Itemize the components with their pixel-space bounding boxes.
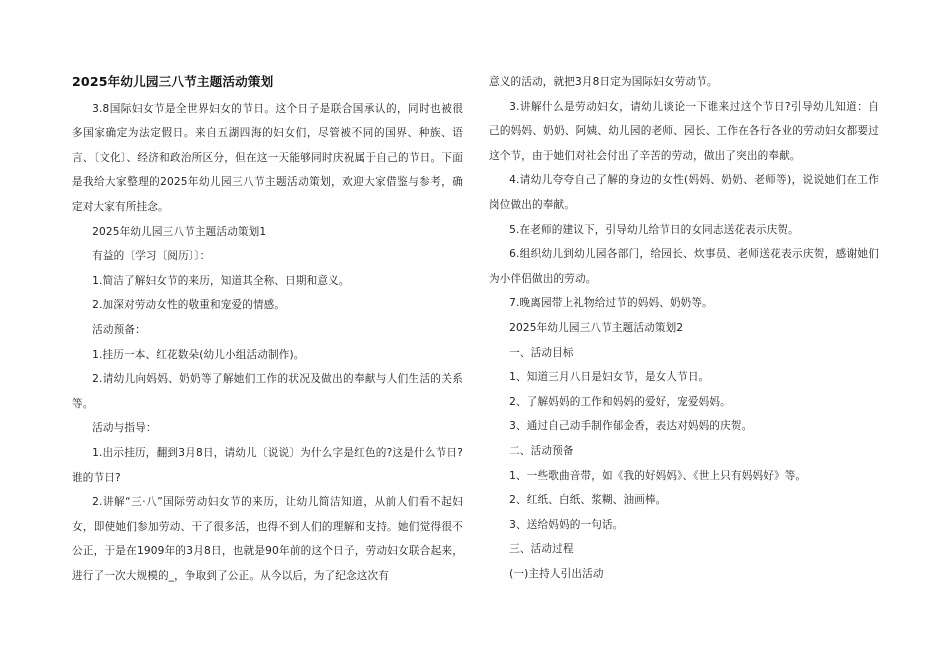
- list-item: 2.加深对劳动女性的敬重和宠爱的情感。: [92, 299, 286, 312]
- list-item: 5.在老师的建议下，引导幼儿给节日的女同志送花表示庆贺。: [509, 223, 799, 236]
- paragraph: 活动预备：: [92, 323, 146, 336]
- right-column: [489, 70, 879, 586]
- paragraph: 意义的活动，就把3月8日定为国际妇女劳动节。: [489, 76, 718, 88]
- list-item: 2.讲解“三·八”国际劳动妇女节的来历，让幼儿简洁知道，从前人们看不起妇女，即使她们参加劳动、干了很多活，也得不到人们的理解和支持。她们觉得很不公正，于是在1909年的3月8日，也就是90年前的这个日子，劳动妇女联合起来，进行了一次大规模的_，争取到了公正。从今以后，为了纪念这次有: [72, 496, 463, 582]
- section-heading: 2025年幼儿园三八节主题活动策划2: [509, 321, 684, 334]
- list-item: 1.挂历一本、红花数朵(幼儿小组活动制作)。: [92, 348, 305, 361]
- list-item: 2.请幼儿向妈妈、奶奶等了解她们工作的状况及做出的奉献与人们生活的关系等。: [72, 373, 463, 410]
- list-item: 3、通过自己动手制作郁金香，表达对妈妈的庆贺。: [509, 420, 753, 433]
- section-heading: 二、活动预备: [509, 444, 574, 457]
- paragraph: 3.8国际妇女节是全世界妇女的节日。这个日子是联合国承认的，同时也被很多国家确定为法定假日。来自五湖四海的妇女们，尽管被不同的国界、种族、语言、〔文化〕、经济和政治所区分，但在这一天能够同时庆祝属于自己的节日。下面是我给大家整理的2025年幼儿园三八节主题活动策划，欢迎大家借鉴与参考，确定对大家有所挂念。: [72, 102, 463, 213]
- paragraph: (一)主持人引出活动: [509, 567, 604, 580]
- section-heading: 三、活动过程: [509, 543, 574, 556]
- section-heading: 一、活动目标: [509, 346, 574, 359]
- paragraph: 有益的〔学习〔阅历〕〕：: [92, 250, 211, 263]
- list-item: 1.出示挂历，翻到3月8日，请幼儿〔说说〕为什么字是红色的?这是什么节日?谁的节日?: [72, 446, 463, 484]
- paragraph: 活动与指导：: [92, 422, 157, 435]
- document-title: 2025年幼儿园三八节主题活动策划: [72, 74, 274, 89]
- list-item: 7.晚离园带上礼物给过节的妈妈、奶奶等。: [509, 297, 713, 310]
- left-column: [72, 70, 463, 588]
- list-item: 2、了解妈妈的工作和妈妈的爱好，宠爱妈妈。: [509, 395, 731, 408]
- list-item: 3.讲解什么是劳动妇女，请幼儿谈论一下谁来过这个节日?引导幼儿知道：自己的妈妈、奶奶、阿姨、幼儿园的老师、园长、工作在各行各业的劳动妇女都要过这个节，由于她们对社会付出了辛苦的劳动，做出了突出的奉献。: [489, 100, 879, 162]
- list-item: 1、知道三月八日是妇女节，是女人节日。: [509, 371, 710, 384]
- section-heading: 2025年幼儿园三八节主题活动策划1: [92, 225, 267, 238]
- list-item: 6.组织幼儿到幼儿园各部门，给园长、炊事员、老师送花表示庆贺，感谢她们为小伴侣做出的劳动。: [489, 248, 879, 285]
- list-item: 1.简洁了解妇女节的来历，知道其全称、日期和意义。: [92, 274, 350, 287]
- list-item: 1、一些歌曲音带，如《我的好妈妈》、《世上只有妈妈好》等。: [509, 469, 807, 482]
- list-item: 3、送给妈妈的一句话。: [509, 518, 624, 531]
- list-item: 2、红纸、白纸、浆糊、油画棒。: [509, 494, 667, 507]
- list-item: 4.请幼儿夸夸自己了解的身边的女性(妈妈、奶奶、老师等)，说说她们在工作岗位做出的奉献。: [489, 174, 879, 211]
